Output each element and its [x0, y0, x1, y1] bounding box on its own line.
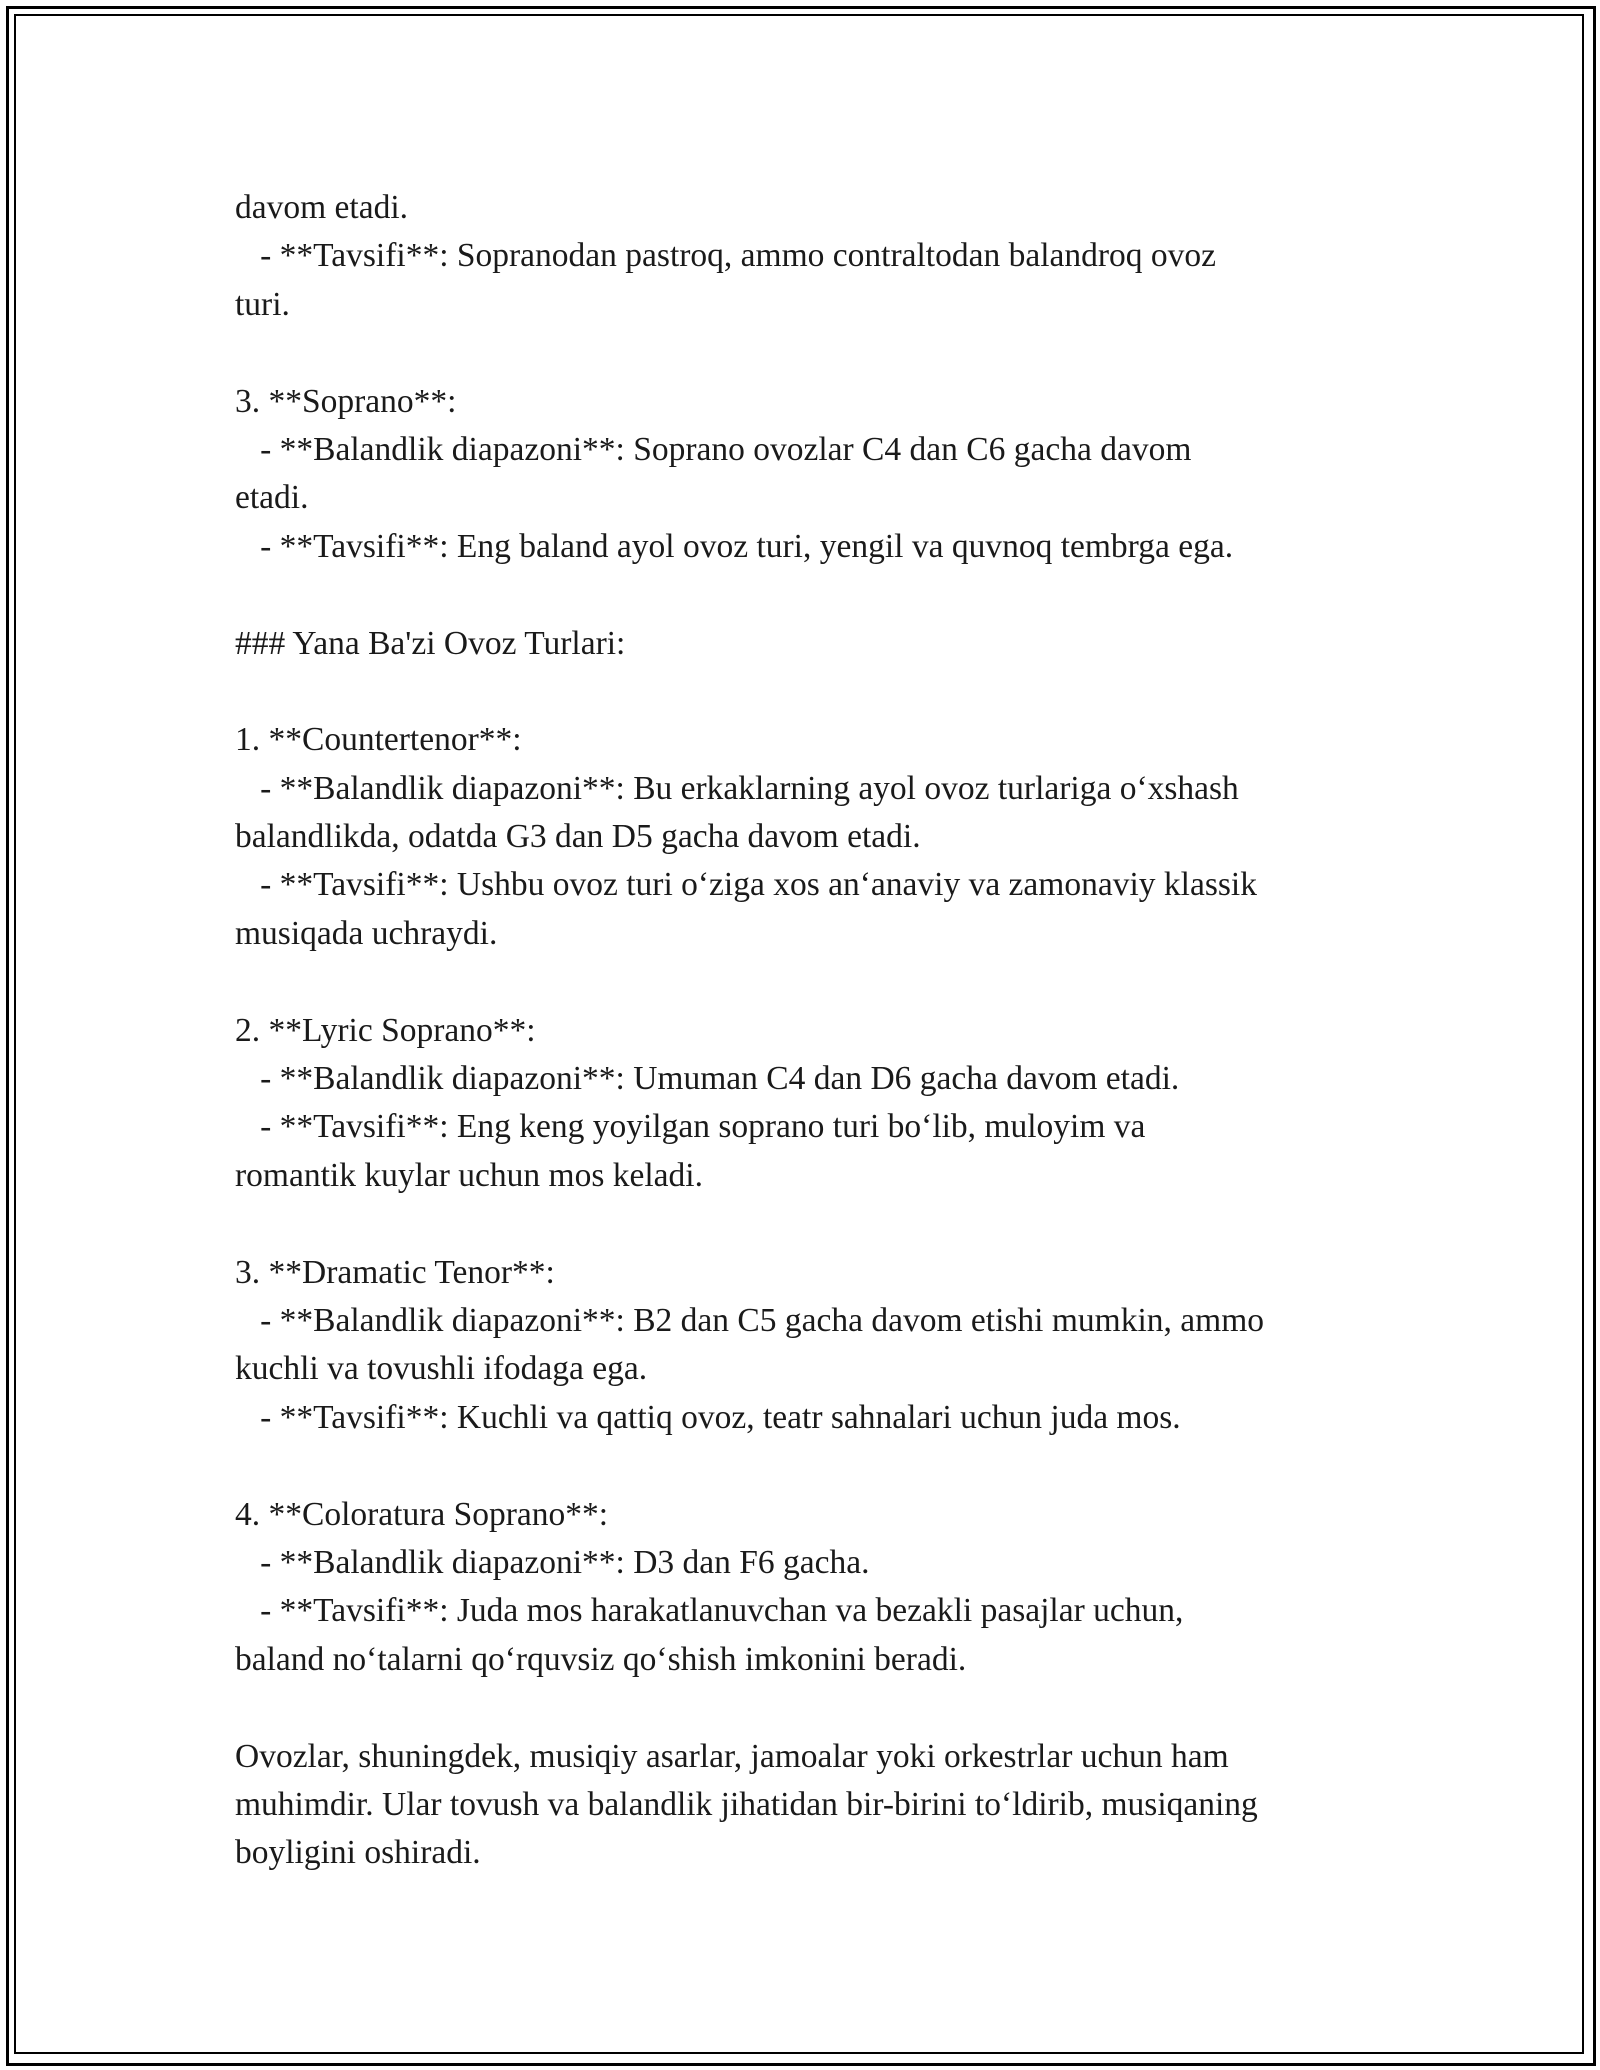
text-line: turi.: [235, 285, 290, 323]
text-line: balandlikda, odatda G3 dan D5 gacha davom etadi.: [235, 818, 921, 856]
text-line: - **Balandlik diapazoni**: Bu erkaklarning ayol ovoz turlariga o‘xshash: [235, 769, 1239, 807]
text-line: - **Balandlik diapazoni**: B2 dan C5 gacha davom etishi mumkin, ammo: [235, 1301, 1265, 1339]
text-line: - **Tavsifi**: Kuchli va qattiq ovoz, teatr sahnalari uchun juda mos.: [235, 1398, 1181, 1436]
list-heading: 4. **Coloratura Soprano**:: [235, 1495, 609, 1533]
text-line: - **Tavsifi**: Juda mos harakatlanuvchan va bezakli pasajlar uchun,: [235, 1592, 1184, 1630]
list-heading: 3. **Soprano**:: [235, 382, 457, 420]
list-heading: 2. **Lyric Soprano**:: [235, 1011, 536, 1049]
text-line: romantik kuylar uchun mos keladi.: [235, 1156, 703, 1194]
blank-line: [235, 1684, 1375, 1732]
text-line: kuchli va tovushli ifodaga ega.: [235, 1350, 648, 1388]
text-line: Ovozlar, shuningdek, musiqiy asarlar, jamoalar yoki orkestrlar uchun ham: [235, 1737, 1229, 1775]
blank-line: [235, 571, 1375, 619]
text-line: - **Balandlik diapazoni**: D3 dan F6 gacha.: [235, 1543, 870, 1581]
text-line: - **Balandlik diapazoni**: Umuman C4 dan D6 gacha davom etadi.: [235, 1060, 1180, 1098]
text-line: musiqada uchraydi.: [235, 914, 498, 952]
blank-line: [235, 958, 1375, 1006]
text-line: - **Tavsifi**: Eng baland ayol ovoz turi, yengil va quvnoq tembrga ega.: [235, 527, 1234, 565]
text-line: boyligini oshiradi.: [235, 1834, 481, 1872]
text-line: muhimdir. Ular tovush va balandlik jihatidan bir-birini to‘ldirib, musiqaning: [235, 1785, 1258, 1823]
text-line: davom etadi.: [235, 189, 409, 226]
text-line: etadi.: [235, 479, 309, 517]
blank-line: [235, 1200, 1375, 1248]
blank-line: [235, 329, 1375, 377]
text-line: - **Tavsifi**: Ushbu ovoz turi o‘ziga xos an‘anaviy va zamonaviy klassik: [235, 866, 1257, 904]
text-line: baland no‘talarni qo‘rquvsiz qo‘shish imkonini beradi.: [235, 1640, 967, 1678]
section-heading: ### Yana Ba'zi Ovoz Turlari:: [235, 624, 626, 662]
text-line: - **Tavsifi**: Eng keng yoyilgan soprano turi bo‘lib, muloyim va: [235, 1108, 1146, 1146]
text-line: - **Tavsifi**: Sopranodan pastroq, ammo contraltodan balandroq ovoz: [235, 237, 1217, 275]
blank-line: [235, 668, 1375, 716]
list-heading: 3. **Dramatic Tenor**:: [235, 1253, 555, 1291]
text-line: - **Balandlik diapazoni**: Soprano ovozlar C4 dan C6 gacha davom: [235, 430, 1192, 468]
list-heading: 1. **Countertenor**:: [235, 721, 522, 759]
blank-line: [235, 1442, 1375, 1490]
document-body: [235, 184, 1375, 1878]
